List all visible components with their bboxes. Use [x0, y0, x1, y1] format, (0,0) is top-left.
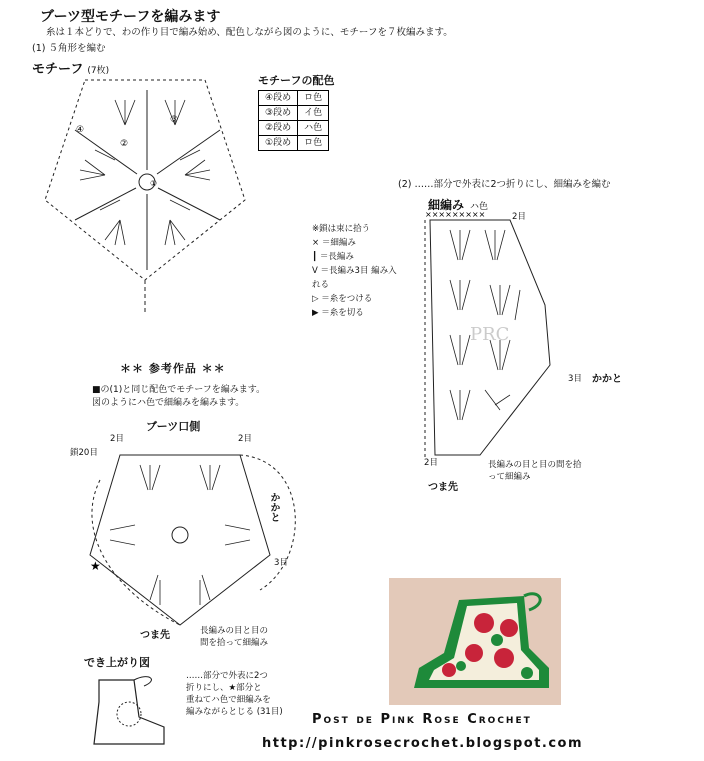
boot-fold-diagram: [410, 205, 580, 485]
row2-label: 2目: [512, 212, 526, 222]
color-row: [259, 121, 329, 136]
round-1-marker: ①: [150, 179, 158, 188]
round-cell: ③段め: [259, 106, 298, 121]
stitch-fans: [110, 465, 250, 605]
pentagon-outline: [45, 80, 245, 280]
credit-url[interactable]: http://pinkrosecrochet.blogspot.com: [262, 736, 584, 751]
legend-symbol: ▷: [312, 294, 319, 304]
color-cell: ハ色: [298, 121, 329, 136]
reference-line1: ■の(1)と同じ配色でモチーフを編みます。: [92, 385, 266, 395]
chain20-label: 鎖20目: [70, 448, 98, 458]
join-note-ref: [200, 624, 268, 648]
color-row: [259, 106, 329, 121]
finished-boot-icon: [84, 672, 174, 750]
sc-label-text: 細編み: [428, 198, 465, 212]
legend-item: [312, 264, 402, 292]
join-star-mark: ★: [90, 559, 101, 573]
finished-note-line1: ……部分で外表に2つ: [186, 671, 268, 681]
round-cell: ①段め: [259, 136, 298, 151]
finished-boot-photo: [389, 578, 561, 705]
round-cell: ④段め: [259, 91, 298, 106]
join-note: 長編みの目と目の間を拾って細編み: [488, 460, 582, 482]
symbol-legend: [312, 222, 402, 320]
finished-title: でき上がり図: [84, 656, 150, 669]
legend-note: ※鎖は束に拾う: [312, 224, 371, 234]
reference-title: ＊＊ 参考作品 ＊＊: [120, 362, 226, 375]
two-stitch-left: 2目: [110, 434, 124, 444]
legend-symbol: ×: [312, 238, 320, 248]
legend-symbol: ▶: [312, 308, 319, 318]
color-cell: ロ色: [298, 136, 329, 151]
sc-color: ハ色: [470, 202, 489, 212]
watermark: PRC: [470, 324, 510, 345]
two-stitch-right: 2目: [238, 434, 252, 444]
toe-label: つま先: [428, 482, 458, 493]
color-cell: イ色: [298, 106, 329, 121]
finished-note-line3: 重ねてハ色で細編みを: [186, 695, 271, 705]
color-row: [259, 91, 329, 106]
step1-label: (1) ５角形を編む: [32, 43, 106, 54]
legend-text: ＝糸をつける: [321, 294, 373, 304]
legend-item: [312, 306, 402, 320]
join-note-ref-line2: 間を拾って細編み: [200, 638, 269, 648]
legend-symbol: ┃: [312, 252, 318, 262]
reference-line2: 図のようにハ色で細編みを編みます。: [92, 398, 245, 408]
legend-symbol: Ⅴ: [312, 266, 318, 276]
intro-text: 糸は１本どりで、わの作り目で編み始め、配色しながら図のように、モチーフを７枚編みます。: [46, 27, 453, 38]
heel-label: かかと: [592, 374, 622, 385]
color-row: [259, 136, 329, 151]
legend-item: [312, 250, 402, 264]
toe-count: 2目: [424, 458, 438, 468]
legend-text: ＝糸を切る: [321, 308, 364, 318]
color-cell: ロ色: [298, 91, 329, 106]
step2-label: (2) ……部分で外表に2つ折りにし、細編みを編む: [398, 179, 611, 190]
finished-note-line2: 折りにし、★部分と: [186, 683, 262, 693]
motif-count: (7枚): [87, 66, 110, 76]
toe-label-ref: つま先: [140, 630, 170, 641]
reference-motif-diagram: [80, 440, 300, 640]
cuff-label: ブーツ口側: [146, 420, 201, 433]
credit-title: Post de Pink Rose Crochet: [312, 712, 532, 727]
round-cell: ②段め: [259, 121, 298, 136]
round-4-marker: ④: [76, 125, 85, 135]
sc-row-marks: ×××××××××: [425, 210, 486, 219]
legend-item: [312, 292, 402, 306]
color-table-title: モチーフの配色: [258, 74, 335, 87]
heel-count: 3目: [568, 374, 582, 384]
heel-label-ref: かかと: [268, 492, 279, 522]
legend-item: [312, 236, 402, 250]
legend-text: ＝長編み: [319, 252, 354, 262]
page-title: ブーツ型モチーフを編みます: [40, 9, 221, 25]
legend-text: ＝長編み3目 編み入れる: [312, 266, 397, 290]
finished-note: [186, 670, 283, 718]
motif-outline: [90, 455, 270, 625]
reference-text: [92, 384, 265, 410]
round-3-marker: ③: [170, 115, 179, 125]
stitch-rays: [75, 90, 220, 270]
legend-text: ＝細編み: [321, 238, 356, 248]
join-note-ref-line1: 長編みの目と目の: [200, 626, 269, 636]
pentagon-motif-diagram: [20, 70, 270, 320]
round-2-marker: ②: [120, 139, 129, 149]
color-table: [258, 90, 329, 151]
boot-photo-art: [389, 578, 561, 705]
motif-label-text: モチーフ: [32, 62, 84, 77]
heel-count-ref: 3目: [274, 558, 288, 568]
stitch-fans: [80, 100, 210, 245]
finished-note-line4: 編みながらとじる (31目): [186, 707, 283, 717]
